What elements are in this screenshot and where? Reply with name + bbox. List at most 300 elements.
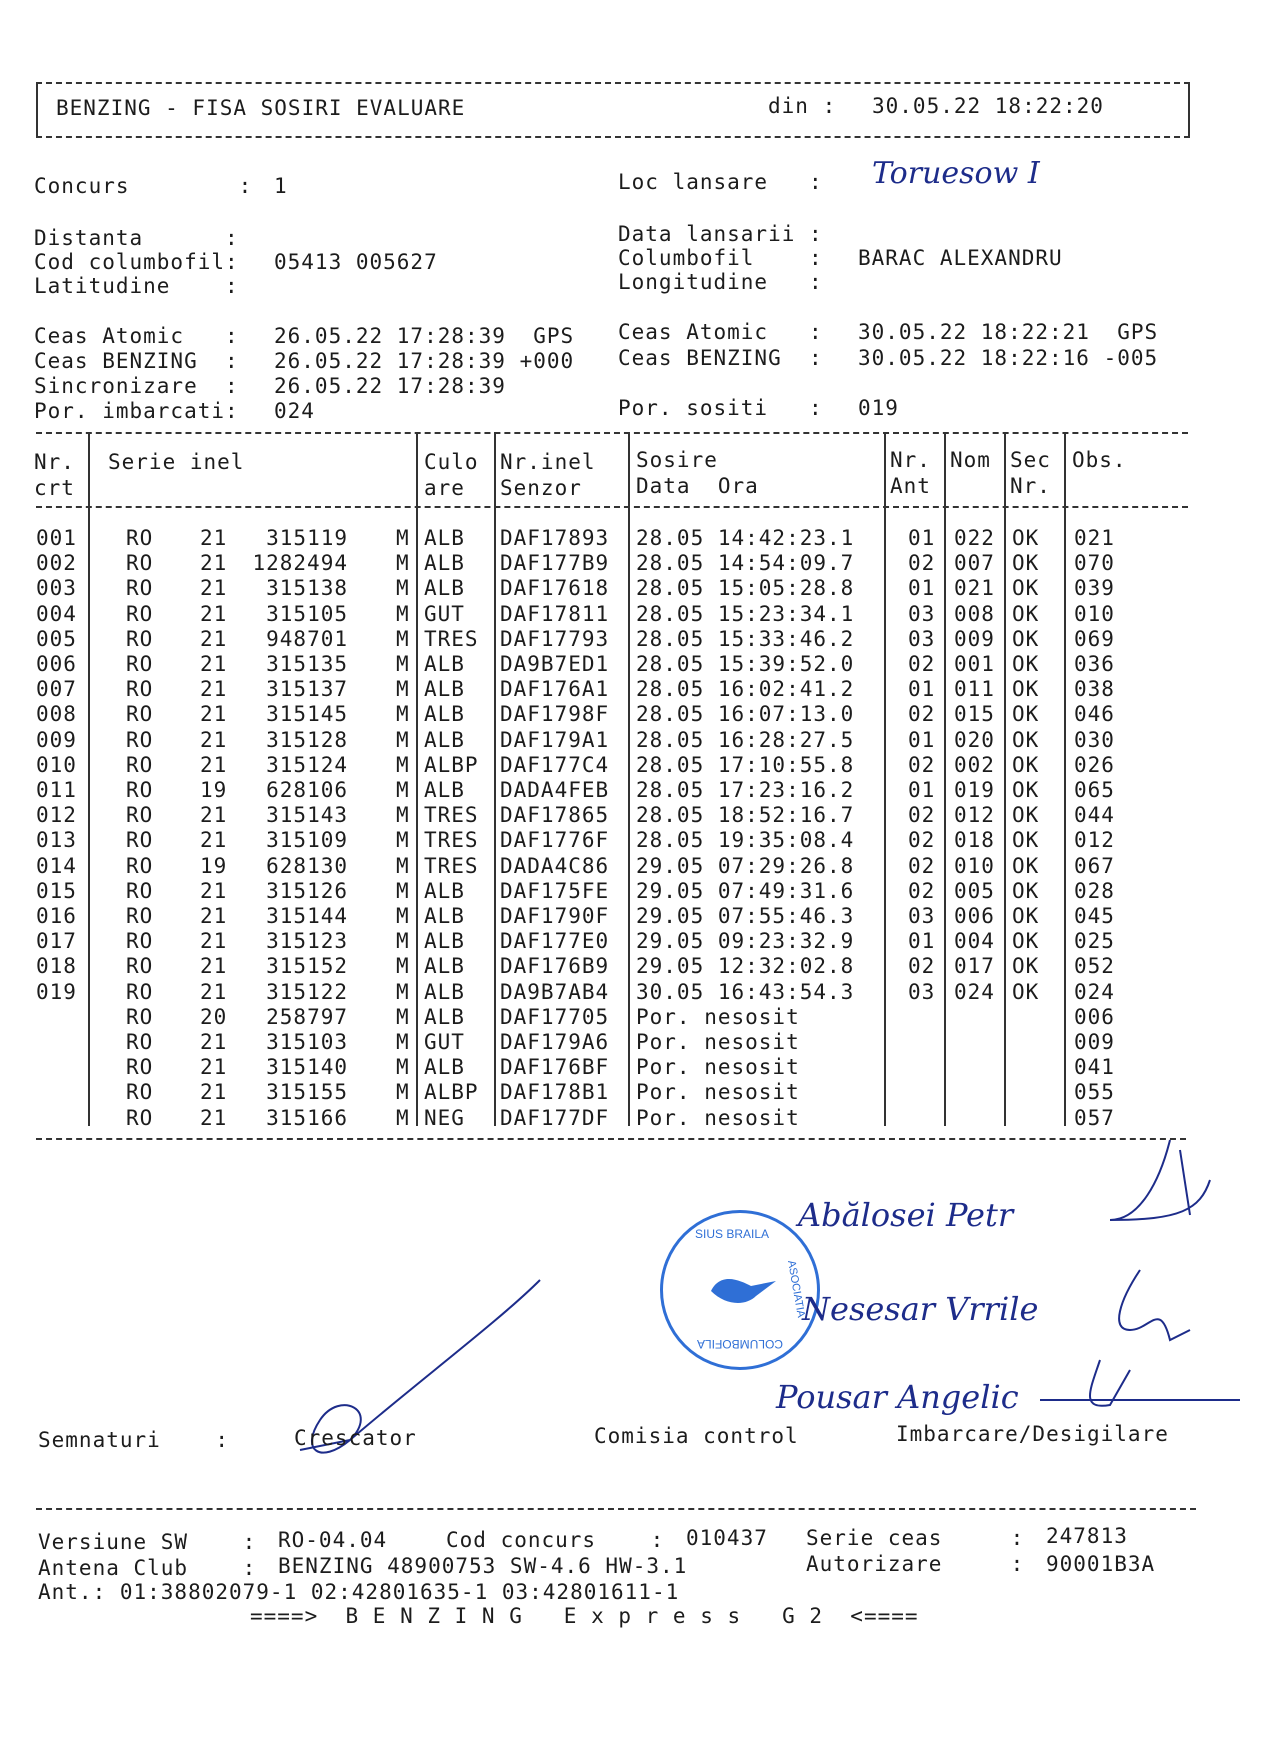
cell-inel: 315119 — [266, 526, 348, 550]
cell-culoare: GUT — [424, 601, 465, 626]
cell-nom: 002 — [954, 752, 995, 777]
cell-ant: 02 — [908, 652, 936, 676]
cell-obs: 006 — [1074, 1004, 1115, 1029]
cell-sex: M — [396, 702, 410, 727]
cell-inel: 315166 — [266, 1105, 348, 1130]
cell-an: 21 — [200, 652, 228, 676]
col-header-sec: Sec — [1010, 448, 1051, 472]
cell-nr: 017 — [36, 929, 77, 954]
report-date-label: din : — [768, 94, 837, 118]
cell-ant: 03 — [908, 626, 936, 651]
cell-obs: 010 — [1074, 601, 1115, 626]
cell-ant: 02 — [908, 954, 936, 979]
cell-sosire: 28.05 17:10:55.8 — [636, 752, 855, 777]
cell-senzor: DAF177DF — [500, 1105, 610, 1130]
cell-inel: 315122 — [266, 979, 348, 1004]
cell-tara: RO — [126, 1105, 154, 1130]
cell-obs: 069 — [1074, 626, 1115, 651]
cell-sec: OK — [1012, 954, 1040, 979]
cell-sosire: Por. nesosit — [636, 1030, 800, 1054]
cell-sec: OK — [1012, 727, 1040, 752]
table-row — [0, 904, 1276, 929]
cell-tara: RO — [126, 853, 154, 878]
cell-sex: M — [396, 601, 410, 626]
cell-senzor: DADA4FEB — [500, 778, 610, 802]
cell-nom: 001 — [954, 652, 995, 676]
cell-nom: 015 — [954, 702, 995, 727]
footer-rule — [36, 1508, 1196, 1510]
ceas-atomic-end-label: Ceas Atomic : — [618, 320, 823, 344]
cell-inel: 315144 — [266, 904, 348, 928]
cell-sex: M — [396, 954, 410, 979]
cell-nom: 008 — [954, 601, 995, 626]
table-row — [0, 929, 1276, 954]
cell-culoare: ALB — [424, 576, 465, 601]
col-header-senzor: Senzor — [500, 476, 582, 500]
cell-culoare: ALB — [424, 929, 465, 954]
cell-an: 21 — [200, 1080, 228, 1105]
ceas-benzing-start-label: Ceas BENZING : — [34, 349, 239, 373]
cell-senzor: DAF17618 — [500, 576, 610, 601]
cell-sex: M — [396, 853, 410, 878]
antena-value: BENZING 48900753 SW-4.6 HW-3.1 — [278, 1554, 688, 1578]
col-header-ant: Ant — [890, 474, 931, 498]
cell-obs: 024 — [1074, 979, 1115, 1004]
ceas-benzing-end-label: Ceas BENZING : — [618, 346, 823, 370]
table-header-rule — [36, 506, 1188, 508]
col-header-sec-nr: Nr. — [1010, 474, 1051, 498]
col-header-serie: Serie inel — [108, 450, 245, 474]
cell-ant: 02 — [908, 752, 936, 777]
col-header-sosire: Sosire — [636, 448, 718, 472]
cell-an: 21 — [200, 727, 228, 752]
cell-nr: 009 — [36, 727, 77, 752]
cell-sec: OK — [1012, 677, 1040, 702]
sositi-value: 019 — [858, 396, 899, 420]
table-row — [0, 1005, 1276, 1030]
table-row — [0, 1030, 1276, 1055]
cell-inel: 315140 — [266, 1055, 348, 1080]
cell-senzor: DA9B7ED1 — [500, 652, 610, 676]
cell-sex: M — [396, 904, 410, 928]
col-header-culoare-2: are — [424, 476, 465, 500]
cell-culoare: ALB — [424, 954, 465, 979]
imbarcati-label: Por. imbarcati: — [34, 399, 239, 423]
cell-sex: M — [396, 626, 410, 651]
cell-obs: 021 — [1074, 526, 1115, 550]
cell-senzor: DAF17705 — [500, 1004, 610, 1029]
cell-ant: 02 — [908, 702, 936, 727]
cell-obs: 052 — [1074, 954, 1115, 979]
signature-name-1: Abălosei Petr — [798, 1196, 1014, 1234]
cell-tara: RO — [126, 1055, 154, 1080]
cell-ant: 02 — [908, 803, 936, 828]
cell-ant: 01 — [908, 526, 936, 550]
cell-obs: 026 — [1074, 752, 1115, 777]
benzing-express-banner: ====> B E N Z I N G E x p r e s s G 2 <==== — [250, 1604, 919, 1628]
cell-sosire: 28.05 16:28:27.5 — [636, 727, 855, 752]
cell-an: 21 — [200, 526, 228, 550]
cell-senzor: DAF175FE — [500, 878, 610, 903]
signature-name-3: Pousar Angelic — [776, 1378, 1019, 1416]
cell-sosire: 28.05 17:23:16.2 — [636, 778, 855, 802]
cod-columbofil-value: 05413 005627 — [274, 250, 438, 274]
cell-tara: RO — [126, 576, 154, 601]
cell-tara: RO — [126, 626, 154, 651]
cell-tara: RO — [126, 904, 154, 928]
cell-tara: RO — [126, 828, 154, 853]
cell-sosire: 28.05 18:52:16.7 — [636, 803, 855, 828]
columbofil-label: Columbofil : — [618, 246, 823, 270]
cell-sec: OK — [1012, 576, 1040, 601]
cell-nom: 022 — [954, 526, 995, 550]
cell-tara: RO — [126, 1004, 154, 1029]
cell-nr: 003 — [36, 576, 77, 601]
cell-sec: OK — [1012, 752, 1040, 777]
cell-culoare: ALB — [424, 778, 465, 802]
cell-obs: 028 — [1074, 878, 1115, 903]
cell-inel: 1282494 — [252, 551, 348, 576]
cell-culoare: ALB — [424, 551, 465, 576]
cell-obs: 038 — [1074, 677, 1115, 702]
serie-ceas-value: 247813 — [1046, 1524, 1128, 1548]
cell-sec: OK — [1012, 979, 1040, 1004]
cell-nr: 012 — [36, 803, 77, 828]
cell-tara: RO — [126, 526, 154, 550]
cell-sex: M — [396, 576, 410, 601]
cell-sex: M — [396, 778, 410, 802]
cell-an: 21 — [200, 904, 228, 928]
cell-senzor: DAF176BF — [500, 1055, 610, 1080]
cell-sec: OK — [1012, 929, 1040, 954]
stamp-text-right: ASOCIATIA — [785, 1259, 807, 1319]
cell-sosire: Por. nesosit — [636, 1105, 800, 1130]
cell-nr: 010 — [36, 752, 77, 777]
cell-senzor: DAF17793 — [500, 626, 610, 651]
cell-ant: 01 — [908, 677, 936, 702]
cell-nom: 020 — [954, 727, 995, 752]
table-row — [0, 652, 1276, 677]
cell-culoare: ALB — [424, 1055, 465, 1080]
autorizare-value: 90001B3A — [1046, 1552, 1156, 1576]
cell-nom: 024 — [954, 979, 995, 1004]
cell-ant: 03 — [908, 979, 936, 1004]
cell-an: 21 — [200, 626, 228, 651]
cell-culoare: ALBP — [424, 752, 479, 777]
cell-ant: 01 — [908, 576, 936, 601]
cell-ant: 02 — [908, 828, 936, 853]
cell-sex: M — [396, 652, 410, 676]
cell-senzor: DAF176B9 — [500, 954, 610, 979]
cell-obs: 070 — [1074, 551, 1115, 576]
table-row — [0, 778, 1276, 803]
pigeon-icon — [701, 1261, 781, 1321]
cell-inel: 315135 — [266, 652, 348, 676]
cell-senzor: DAF1790F — [500, 904, 610, 928]
cell-nr: 004 — [36, 601, 77, 626]
distanta-label: Distanta : — [34, 226, 239, 250]
cell-an: 21 — [200, 752, 228, 777]
cell-inel: 315143 — [266, 803, 348, 828]
cell-sex: M — [396, 727, 410, 752]
cell-inel: 315126 — [266, 878, 348, 903]
report-date-value: 30.05.22 18:22:20 — [872, 94, 1104, 118]
report-title: BENZING - FISA SOSIRI EVALUARE — [56, 96, 466, 120]
imbarcati-value: 024 — [274, 399, 315, 423]
cell-obs: 055 — [1074, 1080, 1115, 1105]
cell-tara: RO — [126, 778, 154, 802]
cell-tara: RO — [126, 1030, 154, 1054]
cell-sec: OK — [1012, 601, 1040, 626]
cell-nom: 010 — [954, 853, 995, 878]
cell-an: 21 — [200, 576, 228, 601]
initial-signature-1 — [1110, 1140, 1210, 1220]
col-header-obs: Obs. — [1072, 448, 1127, 472]
cell-obs: 041 — [1074, 1055, 1115, 1080]
cell-culoare: TRES — [424, 626, 479, 651]
cell-sec: OK — [1012, 778, 1040, 802]
table-row — [0, 1080, 1276, 1105]
cell-nom: 021 — [954, 576, 995, 601]
cell-obs: 030 — [1074, 727, 1115, 752]
cell-nr: 008 — [36, 702, 77, 727]
cell-ant: 02 — [908, 551, 936, 576]
sincronizare-value: 26.05.22 17:28:39 — [274, 374, 506, 398]
cell-senzor: DAF176A1 — [500, 677, 610, 702]
initial-signature-2 — [1119, 1270, 1190, 1340]
cell-sosire: 29.05 07:55:46.3 — [636, 904, 855, 928]
cell-nom: 006 — [954, 904, 995, 928]
cell-tara: RO — [126, 752, 154, 777]
cell-sex: M — [396, 551, 410, 576]
cell-sosire: 29.05 07:49:31.6 — [636, 878, 855, 903]
cell-sosire: Por. nesosit — [636, 1080, 800, 1105]
cell-culoare: ALB — [424, 979, 465, 1004]
cell-sex: M — [396, 828, 410, 853]
cell-ant: 02 — [908, 853, 936, 878]
cell-nom: 011 — [954, 677, 995, 702]
cell-obs: 036 — [1074, 652, 1115, 676]
cell-nom: 005 — [954, 878, 995, 903]
cell-nr: 016 — [36, 904, 77, 928]
cell-culoare: NEG — [424, 1105, 465, 1130]
cell-senzor: DAF17865 — [500, 803, 610, 828]
cell-culoare: ALB — [424, 904, 465, 928]
cell-culoare: ALBP — [424, 1080, 479, 1105]
cell-an: 21 — [200, 878, 228, 903]
cell-ant: 01 — [908, 778, 936, 802]
cell-an: 21 — [200, 702, 228, 727]
cell-nr: 005 — [36, 626, 77, 651]
cell-tara: RO — [126, 702, 154, 727]
cell-nom: 004 — [954, 929, 995, 954]
sincronizare-label: Sincronizare : — [34, 374, 239, 398]
cell-obs: 039 — [1074, 576, 1115, 601]
cell-nr: 019 — [36, 979, 77, 1004]
cell-sex: M — [396, 526, 410, 550]
association-stamp — [660, 1210, 820, 1370]
cell-sec: OK — [1012, 803, 1040, 828]
cell-sex: M — [396, 1030, 410, 1054]
cell-an: 19 — [200, 778, 228, 802]
cell-an: 21 — [200, 954, 228, 979]
cell-tara: RO — [126, 979, 154, 1004]
cell-tara: RO — [126, 727, 154, 752]
cell-obs: 046 — [1074, 702, 1115, 727]
cell-inel: 628130 — [266, 853, 348, 878]
cod-concurs-value: 010437 — [686, 1526, 768, 1550]
table-row — [0, 753, 1276, 778]
cell-sosire: 29.05 07:29:26.8 — [636, 853, 855, 878]
cell-nr: 001 — [36, 526, 77, 550]
cell-sec: OK — [1012, 526, 1040, 550]
ceas-benzing-end-value: 30.05.22 18:22:16 -005 — [858, 346, 1159, 370]
cell-ant: 02 — [908, 878, 936, 903]
versiune-value: RO-04.04 — [278, 1528, 388, 1552]
cell-senzor: DADA4C86 — [500, 853, 610, 878]
cell-nom: 007 — [954, 551, 995, 576]
cell-sosire: 28.05 15:33:46.2 — [636, 626, 855, 651]
cell-nom: 018 — [954, 828, 995, 853]
cell-sosire: 29.05 09:23:32.9 — [636, 929, 855, 954]
cell-inel: 315137 — [266, 677, 348, 702]
columbofil-value: BARAC ALEXANDRU — [858, 246, 1063, 270]
cell-an: 21 — [200, 1030, 228, 1054]
cell-culoare: ALB — [424, 1004, 465, 1029]
cell-sex: M — [396, 1080, 410, 1105]
cell-sex: M — [396, 1004, 410, 1029]
cell-an: 21 — [200, 551, 228, 576]
cell-nr: 014 — [36, 853, 77, 878]
cell-sosire: 28.05 19:35:08.4 — [636, 828, 855, 853]
cell-an: 21 — [200, 1055, 228, 1080]
cell-senzor: DAF1776F — [500, 828, 610, 853]
cell-nr: 006 — [36, 652, 77, 676]
cell-culoare: ALB — [424, 526, 465, 550]
cell-an: 20 — [200, 1004, 228, 1029]
cell-sex: M — [396, 803, 410, 828]
cell-senzor: DAF177C4 — [500, 752, 610, 777]
cell-tara: RO — [126, 1080, 154, 1105]
cell-nr: 007 — [36, 677, 77, 702]
ceas-atomic-end-value: 30.05.22 18:22:21 GPS — [858, 320, 1159, 344]
cell-nr: 018 — [36, 954, 77, 979]
cell-culoare: ALB — [424, 652, 465, 676]
cell-culoare: ALB — [424, 702, 465, 727]
cell-sosire: Por. nesosit — [636, 1055, 800, 1080]
cell-senzor: DAF179A1 — [500, 727, 610, 752]
cell-inel: 628106 — [266, 778, 348, 802]
cell-inel: 258797 — [266, 1004, 348, 1029]
cell-an: 21 — [200, 677, 228, 702]
data-lansarii-label: Data lansarii : — [618, 222, 823, 246]
table-row — [0, 677, 1276, 702]
cell-senzor: DAF17811 — [500, 601, 610, 626]
cell-tara: RO — [126, 803, 154, 828]
ceas-atomic-start-value: 26.05.22 17:28:39 GPS — [274, 324, 575, 348]
cell-an: 21 — [200, 1105, 228, 1130]
table-row — [0, 854, 1276, 879]
cell-sex: M — [396, 1055, 410, 1080]
cell-obs: 025 — [1074, 929, 1115, 954]
table-row — [0, 803, 1276, 828]
versiune-label: Versiune SW : — [38, 1530, 257, 1554]
col-header-culoare: Culo — [424, 450, 479, 474]
cell-sosire: 29.05 12:32:02.8 — [636, 954, 855, 979]
autorizare-label: Autorizare : — [806, 1552, 1025, 1576]
antenna-ids: Ant.: 01:38802079-1 02:42801635-1 03:42801611-1 — [38, 1580, 680, 1604]
ceas-benzing-start-value: 26.05.22 17:28:39 +000 — [274, 349, 575, 373]
cell-an: 21 — [200, 601, 228, 626]
col-header-data-ora: Data Ora — [636, 474, 759, 498]
col-header-nr-ant: Nr. — [890, 448, 931, 472]
cell-nom: 012 — [954, 803, 995, 828]
col-header-nr: Nr. — [34, 450, 75, 474]
cell-inel: 315105 — [266, 601, 348, 626]
cell-sosire: 28.05 14:42:23.1 — [636, 526, 855, 550]
cell-obs: 067 — [1074, 853, 1115, 878]
loc-lansare-label: Loc lansare : — [618, 170, 823, 194]
cell-nr: 013 — [36, 828, 77, 853]
cell-obs: 045 — [1074, 904, 1115, 928]
cell-senzor: DAF177E0 — [500, 929, 610, 954]
cell-senzor: DAF178B1 — [500, 1080, 610, 1105]
signature-name-2: Nesesar Vrrile — [802, 1290, 1039, 1328]
cell-inel: 315123 — [266, 929, 348, 954]
table-row — [0, 980, 1276, 1005]
cell-sex: M — [396, 752, 410, 777]
cell-an: 21 — [200, 828, 228, 853]
cell-tara: RO — [126, 878, 154, 903]
cell-ant: 03 — [908, 904, 936, 928]
cell-nom: 017 — [954, 954, 995, 979]
cell-nr: 011 — [36, 778, 77, 802]
cell-ant: 01 — [908, 929, 936, 954]
cell-sec: OK — [1012, 551, 1040, 576]
cell-inel: 315155 — [266, 1080, 348, 1105]
cell-sec: OK — [1012, 626, 1040, 651]
cell-tara: RO — [126, 601, 154, 626]
table-row — [0, 728, 1276, 753]
cell-senzor: DAF179A6 — [500, 1030, 610, 1054]
cell-sosire: 28.05 14:54:09.7 — [636, 551, 855, 576]
cell-an: 21 — [200, 929, 228, 954]
cell-sosire: 28.05 15:23:34.1 — [636, 601, 855, 626]
imbarcare-label: Imbarcare/Desigilare — [896, 1422, 1169, 1446]
concurs-value: 1 — [274, 174, 288, 198]
table-row — [0, 702, 1276, 727]
cell-senzor: DAF17893 — [500, 526, 610, 550]
cell-obs: 009 — [1074, 1030, 1115, 1054]
col-header-nom: Nom — [950, 448, 991, 472]
semnaturi-label: Semnaturi : — [38, 1428, 230, 1452]
ceas-atomic-start-label: Ceas Atomic : — [34, 324, 239, 348]
table-row — [0, 551, 1276, 576]
cell-senzor: DAF177B9 — [500, 551, 610, 576]
cell-sex: M — [396, 878, 410, 903]
cell-sosire: 28.05 15:05:28.8 — [636, 576, 855, 601]
cell-tara: RO — [126, 929, 154, 954]
cell-nr: 015 — [36, 878, 77, 903]
cell-obs: 012 — [1074, 828, 1115, 853]
col-header-crt: crt — [34, 476, 75, 500]
cell-an: 19 — [200, 853, 228, 878]
cell-nom: 019 — [954, 778, 995, 802]
cell-inel: 315128 — [266, 727, 348, 752]
concurs-label: Concurs : — [34, 174, 253, 198]
cell-an: 21 — [200, 803, 228, 828]
cell-tara: RO — [126, 652, 154, 676]
